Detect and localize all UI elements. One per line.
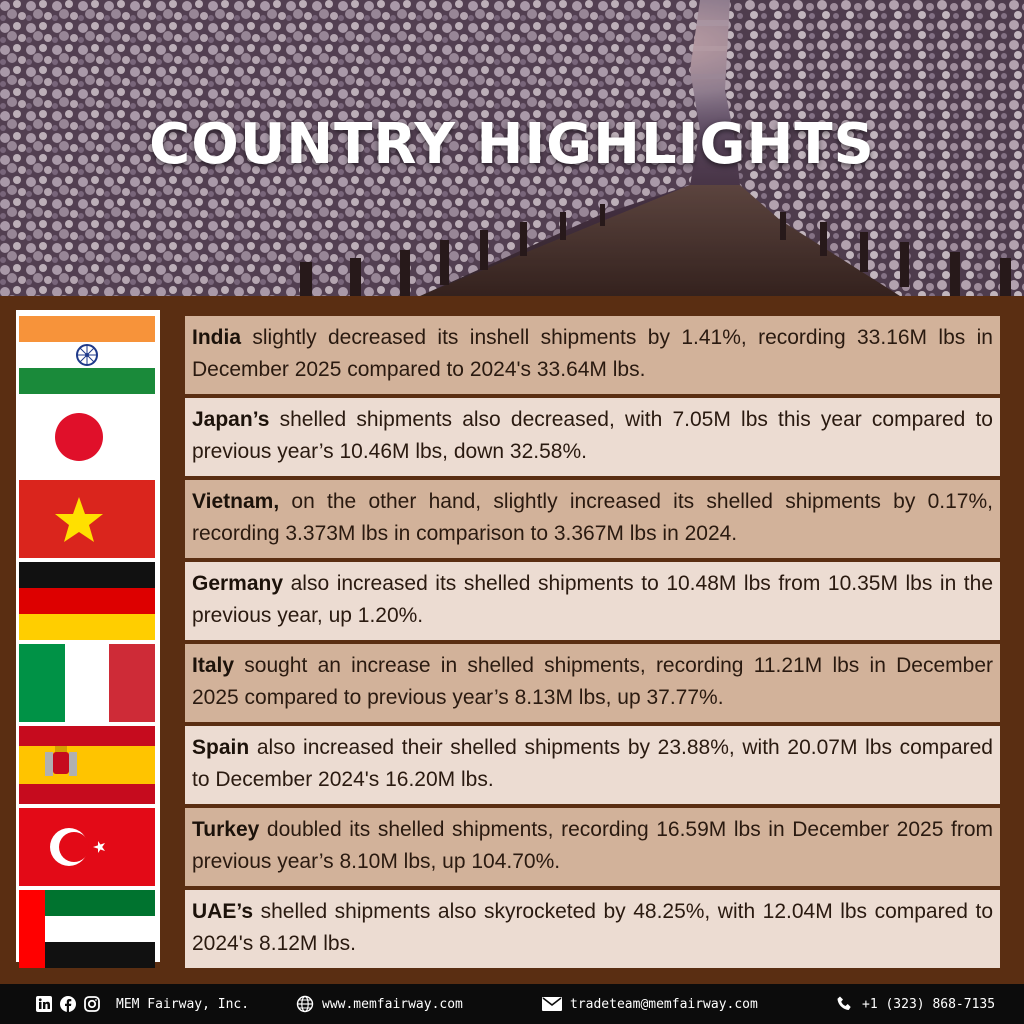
country-name: Spain (192, 736, 250, 759)
flag-column (16, 310, 160, 962)
phone-icon (836, 995, 854, 1013)
footer-company (36, 984, 249, 1024)
footer-email[interactable] (542, 984, 758, 1024)
highlight-row-japan (185, 398, 1000, 476)
country-name: Italy (192, 654, 235, 677)
footer-phone[interactable] (836, 984, 995, 1024)
highlight-row-turkey (185, 808, 1000, 886)
highlight-row-india (185, 316, 1000, 394)
company-name: MEM Fairway, Inc. (116, 996, 250, 1012)
highlight-text: also increased their shelled shipments by 23.88%, with 20.07M lbs compared to December 2024's 16.20M lbs. (192, 736, 993, 791)
footer-website[interactable] (296, 984, 463, 1024)
footer-bar (0, 984, 1024, 1024)
highlight-text: shelled shipments also skyrocketed by 48.25%, with 12.04M lbs compared to 2024's 8.12M lbs. (192, 900, 993, 955)
highlight-text: slightly decreased its inshell shipments by 1.41%, recording 33.16M lbs in December 2025 compared to 2024's 33.64M lbs. (192, 326, 993, 381)
turkey-flag-icon (19, 808, 155, 886)
highlight-row-germany (185, 562, 1000, 640)
country-name: Vietnam, (192, 490, 280, 513)
country-name: India (192, 326, 242, 349)
country-name: Japan’s (192, 408, 270, 431)
country-name: Germany (192, 572, 284, 595)
uae-flag-icon (19, 890, 155, 968)
highlight-text: on the other hand, slightly increased its shelled shipments by 0.17%, recording 3.373M lbs in comparison to 3.367M lbs in 2024. (192, 490, 993, 545)
highlight-row-uae (185, 890, 1000, 968)
highlight-text: sought an increase in shelled shipments, recording 11.21M lbs in December 2025 compared to previous year’s 8.13M lbs, up 37.77%. (192, 654, 993, 709)
highlight-row-spain (185, 726, 1000, 804)
highlight-text: shelled shipments also decreased, with 7.05M lbs this year compared to previous year’s 10.46M lbs, down 32.58%. (192, 408, 993, 463)
highlight-row-italy (185, 644, 1000, 722)
highlight-text: also increased its shelled shipments to 10.48M lbs from 10.35M lbs in the previous year, up 1.20%. (192, 572, 993, 627)
phone-number[interactable]: +1 (323) 868-7135 (862, 996, 996, 1012)
india-flag-icon (19, 316, 155, 394)
country-name: UAE’s (192, 900, 254, 923)
facebook-icon[interactable] (60, 996, 76, 1012)
page-title: COUNTRY HIGHLIGHTS (149, 112, 875, 177)
japan-flag-icon (19, 398, 155, 476)
email-link[interactable]: tradeteam@memfairway.com (570, 996, 758, 1012)
website-link[interactable]: www.memfairway.com (322, 996, 463, 1012)
highlight-text: doubled its shelled shipments, recording 16.59M lbs in December 2025 from previous year’s 8.10M lbs, up 104.70%. (192, 818, 993, 873)
germany-flag-icon (19, 562, 155, 640)
globe-icon (296, 995, 314, 1013)
spain-flag-icon (19, 726, 155, 804)
highlight-row-vietnam (185, 480, 1000, 558)
italy-flag-icon (19, 644, 155, 722)
highlights-panel (0, 296, 1024, 984)
instagram-icon[interactable] (84, 996, 100, 1012)
envelope-icon (542, 997, 562, 1011)
country-name: Turkey (192, 818, 260, 841)
linkedin-icon[interactable] (36, 996, 52, 1012)
hero-banner (0, 0, 1024, 296)
vietnam-flag-icon (19, 480, 155, 558)
